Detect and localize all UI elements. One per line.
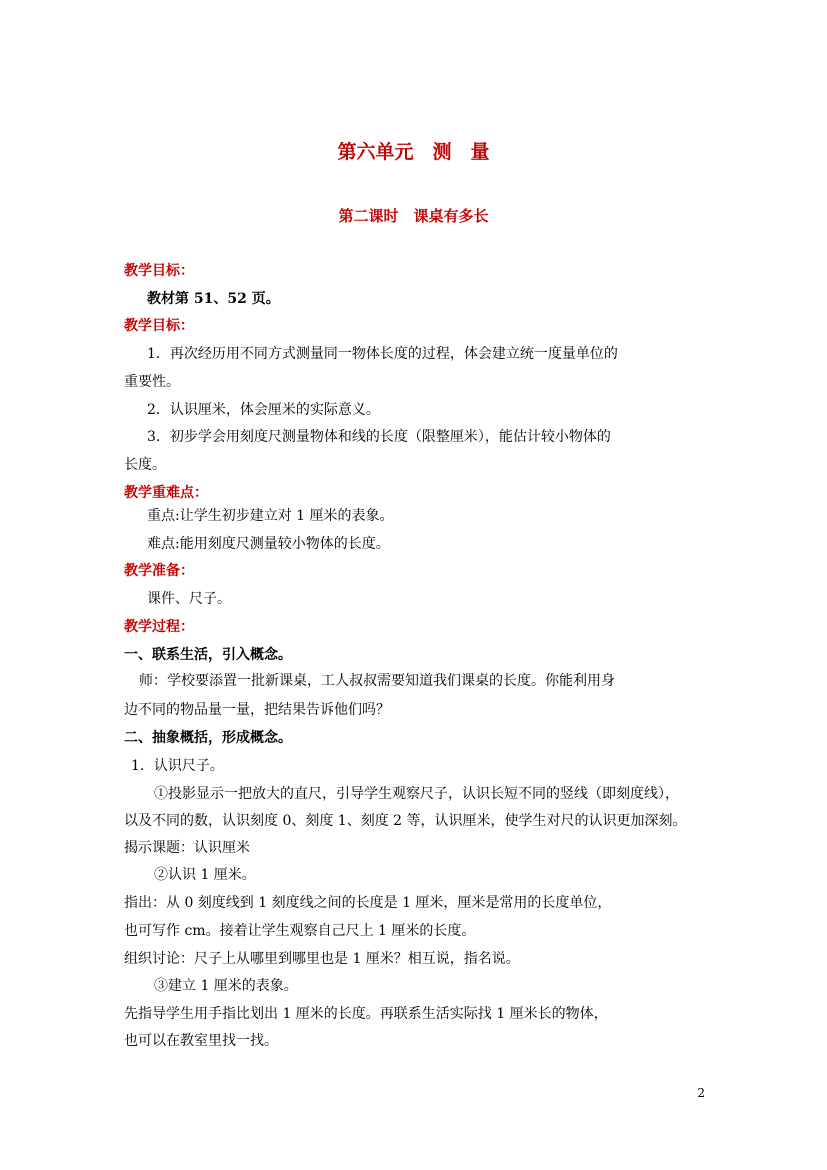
objective-2: 2．认识厘米，体会厘米的实际意义。 xyxy=(147,402,380,418)
objective-1-line-2: 重要性。 xyxy=(124,374,180,390)
section-heading-process: 教学过程： xyxy=(124,619,194,635)
ruler-observation-line-2: 以及不同的数，认识刻度 0、刻度 1、刻度 2 等，认识厘米，使学生对尺的认识更加深刻。 xyxy=(124,813,687,829)
section-heading-objectives: 教学目标： xyxy=(124,263,194,279)
objective-1-line-1: 1．再次经历用不同方式测量同一物体长度的过程，体会建立统一度量单位的 xyxy=(147,346,618,362)
reveal-topic: 揭示课题：认识厘米 xyxy=(124,840,250,856)
ruler-observation-line-1: ①投影显示一把放大的直尺，引导学生观察尺子，认识长短不同的竖线（即刻度线）， xyxy=(154,786,679,802)
item-recognize-ruler: 1．认识尺子。 xyxy=(131,758,224,774)
textbook-pages: 教材第 51、52 页。 xyxy=(147,291,280,307)
step-1-heading: 一、联系生活，引入概念。 xyxy=(124,647,292,663)
objective-3-line-1: 3．初步学会用刻度尺测量物体和线的长度（限整厘米），能估计较小物体的 xyxy=(147,429,611,445)
section-heading-key-points: 教学重难点： xyxy=(124,485,208,501)
page-title: 第六单元 测 量 xyxy=(337,141,490,163)
section-heading-preparation: 教学准备： xyxy=(124,563,194,579)
teacher-line-1: 师：学校要添置一批新课桌，工人叔叔需要知道我们课桌的长度。你能利用身 xyxy=(139,673,615,689)
preparation-items: 课件、尺子。 xyxy=(147,591,231,607)
point-out-line-1: 指出：从 0 刻度线到 1 刻度线之间的长度是 1 厘米，厘米是常用的长度单位， xyxy=(124,895,612,911)
guidance-line-1: 先指导学生用手指比划出 1 厘米的长度。再联系生活实际找 1 厘米长的物体， xyxy=(124,1006,608,1022)
step-2-heading: 二、抽象概括，形成概念。 xyxy=(124,730,292,746)
section-heading-objectives-2: 教学目标： xyxy=(124,318,194,334)
objective-3-line-2: 长度。 xyxy=(124,457,166,473)
guidance-line-2: 也可以在教室里找一找。 xyxy=(124,1033,278,1049)
key-point: 重点:让学生初步建立对 1 厘米的表象。 xyxy=(147,508,394,524)
item-1cm: ②认识 1 厘米。 xyxy=(154,867,256,883)
difficult-point: 难点:能用刻度尺测量较小物体的长度。 xyxy=(147,536,390,552)
item-build-1cm: ③建立 1 厘米的表象。 xyxy=(154,978,298,994)
page-number: 2 xyxy=(697,1086,705,1100)
lesson-subtitle: 第二课时 课桌有多长 xyxy=(338,207,489,225)
teacher-line-2: 边不同的物品量一量，把结果告诉他们吗？ xyxy=(124,702,390,718)
point-out-line-2: 也可写作 cm。接着让学生观察自己尺上 1 厘米的长度。 xyxy=(124,923,476,939)
discussion: 组织讨论：尺子上从哪里到哪里也是 1 厘米？相互说，指名说。 xyxy=(124,951,520,967)
